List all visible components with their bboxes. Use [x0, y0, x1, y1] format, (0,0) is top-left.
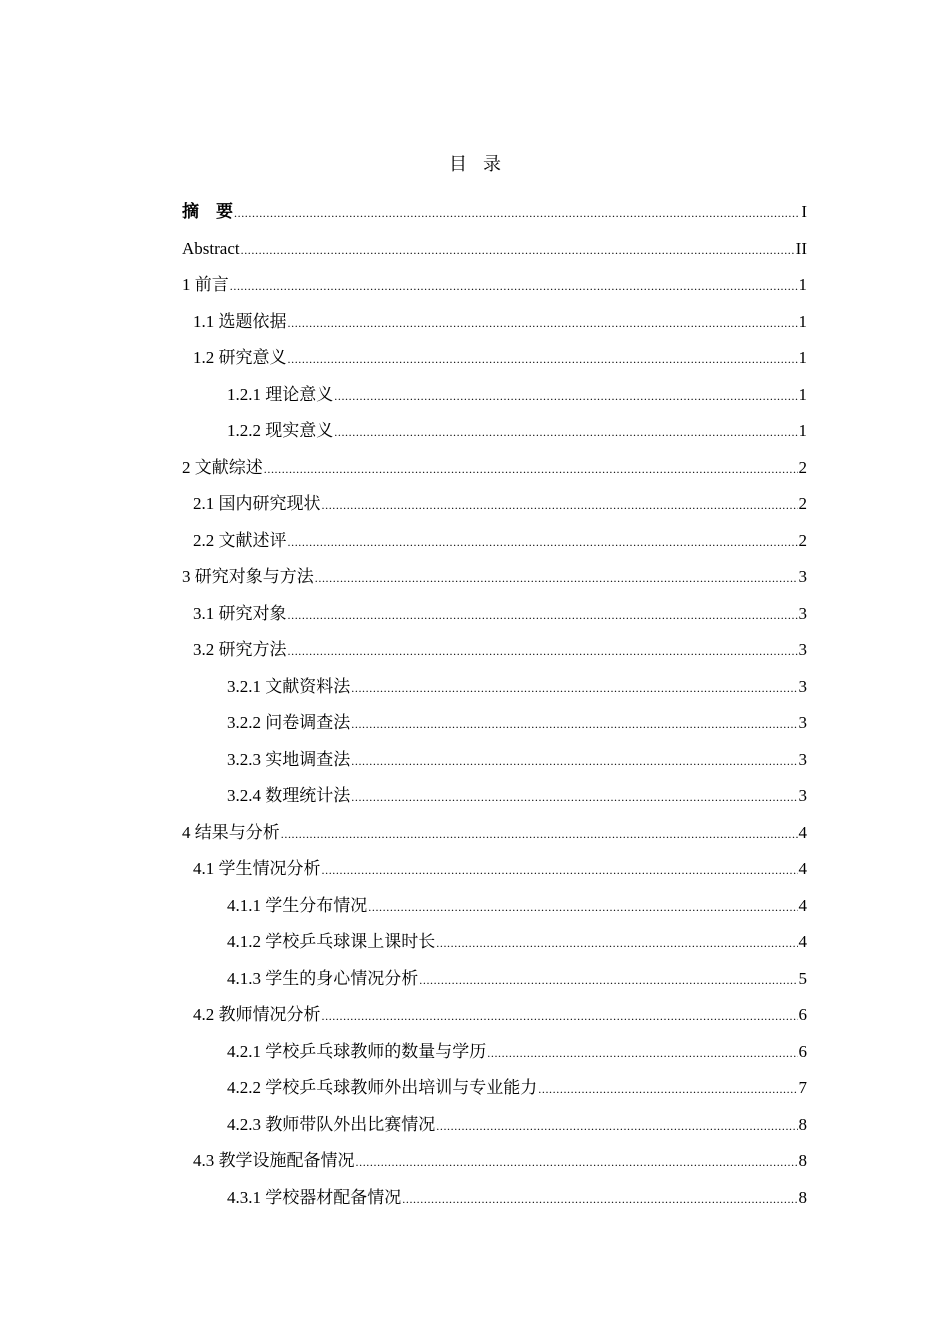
toc-entry[interactable]: [182, 930, 807, 967]
toc-entry-page: 2: [798, 457, 807, 477]
toc-entry[interactable]: [182, 492, 807, 529]
dot-leader: [288, 530, 798, 554]
toc-entry[interactable]: [182, 1186, 807, 1223]
dot-leader: [241, 238, 795, 262]
toc-entry-page: 6: [798, 1041, 807, 1061]
toc-entry[interactable]: [182, 529, 807, 566]
toc-title-char: 目: [449, 154, 467, 174]
toc-entry-page: 1: [798, 348, 807, 367]
toc-entry-page: 8: [798, 1151, 807, 1170]
toc-entry[interactable]: [182, 711, 807, 748]
dot-leader: [288, 311, 798, 335]
toc-entry[interactable]: [182, 565, 807, 602]
dot-leader: [487, 1041, 797, 1065]
toc-entry[interactable]: [182, 638, 807, 675]
dot-leader: [368, 895, 797, 919]
toc-entry[interactable]: [182, 602, 807, 639]
toc-entry[interactable]: [182, 383, 807, 420]
toc-entry-page: 7: [798, 1078, 807, 1097]
toc-entry-label: 4.1.1 学生分布情况: [227, 895, 368, 915]
toc-entry[interactable]: [182, 1076, 807, 1113]
toc-entry[interactable]: [182, 273, 807, 310]
toc-entry-label: 3.2.4 数理统计法: [227, 786, 351, 805]
toc-entry-label: 4 结果与分析: [182, 822, 280, 842]
toc-entry-label: 3.2.2 问卷调查法: [227, 713, 351, 732]
toc-entry[interactable]: [182, 894, 807, 931]
toc-entry-label: 1.2 研究意义: [193, 348, 287, 367]
toc-entry-label: 1.1 选题依据: [193, 311, 287, 331]
dot-leader: [322, 493, 798, 517]
toc-entry-page: 1: [798, 421, 807, 440]
toc-entry-page: 2: [798, 494, 807, 513]
toc-entry-page: 3: [798, 603, 807, 623]
toc-title-char: 录: [483, 154, 501, 174]
toc-entry[interactable]: [182, 456, 807, 493]
toc-entry-page: 5: [798, 968, 807, 988]
toc-entry-page: 3: [798, 713, 807, 732]
toc-entry-page: 3: [798, 567, 807, 586]
dot-leader: [402, 1187, 797, 1211]
toc-entry-label: 1.2.1 理论意义: [227, 384, 334, 404]
toc-entry-page: 8: [798, 1187, 807, 1207]
toc-entry-label: 4.2.1 学校乒乓球教师的数量与学历: [227, 1041, 487, 1061]
toc-entry-page: 4: [798, 932, 807, 951]
toc-entry-page: 6: [798, 1005, 807, 1024]
dot-leader: [351, 785, 797, 809]
dot-leader: [281, 822, 798, 846]
toc-entry[interactable]: [182, 967, 807, 1004]
dot-leader: [322, 858, 798, 882]
toc-entry-page: 8: [798, 1114, 807, 1134]
toc-entry-page: 4: [798, 822, 807, 842]
dot-leader: [230, 274, 798, 298]
toc-entry-label: 3.2 研究方法: [193, 640, 287, 659]
table-of-contents: [182, 200, 807, 1222]
toc-entry-label: 3.2.1 文献资料法: [227, 676, 351, 696]
toc-entry[interactable]: [182, 784, 807, 821]
toc-entry[interactable]: [182, 200, 807, 237]
toc-entry-page: 1: [798, 275, 807, 294]
toc-entry-label: 1.2.2 现实意义: [227, 421, 334, 440]
dot-leader: [351, 676, 797, 700]
dot-leader: [264, 457, 798, 481]
toc-entry[interactable]: [182, 1149, 807, 1186]
dot-leader: [315, 566, 798, 590]
dot-leader: [334, 384, 797, 408]
toc-entry[interactable]: [182, 310, 807, 347]
dot-leader: [288, 347, 798, 371]
toc-entry-label: 4.2.2 学校乒乓球教师外出培训与专业能力: [227, 1078, 538, 1097]
dot-leader: [322, 1004, 798, 1028]
toc-entry-label: 1 前言: [182, 275, 229, 294]
dot-leader: [351, 712, 797, 736]
dot-leader: [436, 931, 797, 955]
toc-entry[interactable]: [182, 1113, 807, 1150]
toc-entry-page: 2: [798, 530, 807, 550]
toc-entry[interactable]: [182, 346, 807, 383]
toc-entry-page: 3: [798, 676, 807, 696]
toc-entry-page: 3: [798, 786, 807, 805]
toc-entry[interactable]: [182, 419, 807, 456]
toc-entry-label: 4.3 教学设施配备情况: [193, 1151, 355, 1170]
dot-leader: [288, 603, 798, 627]
dot-leader: [419, 968, 797, 992]
toc-entry[interactable]: [182, 675, 807, 712]
toc-entry-page: 4: [798, 859, 807, 878]
toc-entry-label: 4.2.3 教师带队外出比赛情况: [227, 1114, 436, 1134]
toc-entry-label: 摘 要: [182, 202, 233, 221]
toc-entry-page: 4: [798, 895, 807, 915]
toc-entry[interactable]: [182, 821, 807, 858]
toc-entry-label: 4.3.1 学校器材配备情况: [227, 1187, 402, 1207]
toc-entry-page: 3: [798, 640, 807, 659]
toc-entry-label: 2.2 文献述评: [193, 530, 287, 550]
toc-entry[interactable]: [182, 1040, 807, 1077]
dot-leader: [351, 749, 797, 773]
toc-entry-page: II: [795, 238, 807, 258]
dot-leader: [356, 1150, 798, 1174]
toc-entry-page: I: [801, 202, 807, 221]
dot-leader: [334, 420, 797, 444]
dot-leader: [288, 639, 798, 663]
toc-entry-label: 4.1.3 学生的身心情况分析: [227, 968, 419, 988]
toc-entry-label: Abstract: [182, 238, 240, 258]
toc-entry-label: 4.1.2 学校乒乓球课上课时长: [227, 932, 436, 951]
toc-title: [0, 150, 950, 176]
toc-entry-label: 2.1 国内研究现状: [193, 494, 321, 513]
toc-entry-label: 3.2.3 实地调查法: [227, 749, 351, 769]
toc-entry-label: 3 研究对象与方法: [182, 567, 314, 586]
toc-entry-label: 2 文献综述: [182, 457, 263, 477]
toc-entry-label: 4.1 学生情况分析: [193, 859, 321, 878]
toc-entry[interactable]: [182, 748, 807, 785]
toc-entry-page: 3: [798, 749, 807, 769]
toc-entry[interactable]: [182, 857, 807, 894]
toc-entry-page: 1: [798, 311, 807, 331]
toc-entry-page: 1: [798, 384, 807, 404]
toc-entry-label: 3.1 研究对象: [193, 603, 287, 623]
toc-entry[interactable]: [182, 1003, 807, 1040]
toc-entry-label: 4.2 教师情况分析: [193, 1005, 321, 1024]
dot-leader: [436, 1114, 797, 1138]
dot-leader: [234, 201, 800, 225]
toc-entry[interactable]: [182, 237, 807, 274]
dot-leader: [538, 1077, 797, 1101]
